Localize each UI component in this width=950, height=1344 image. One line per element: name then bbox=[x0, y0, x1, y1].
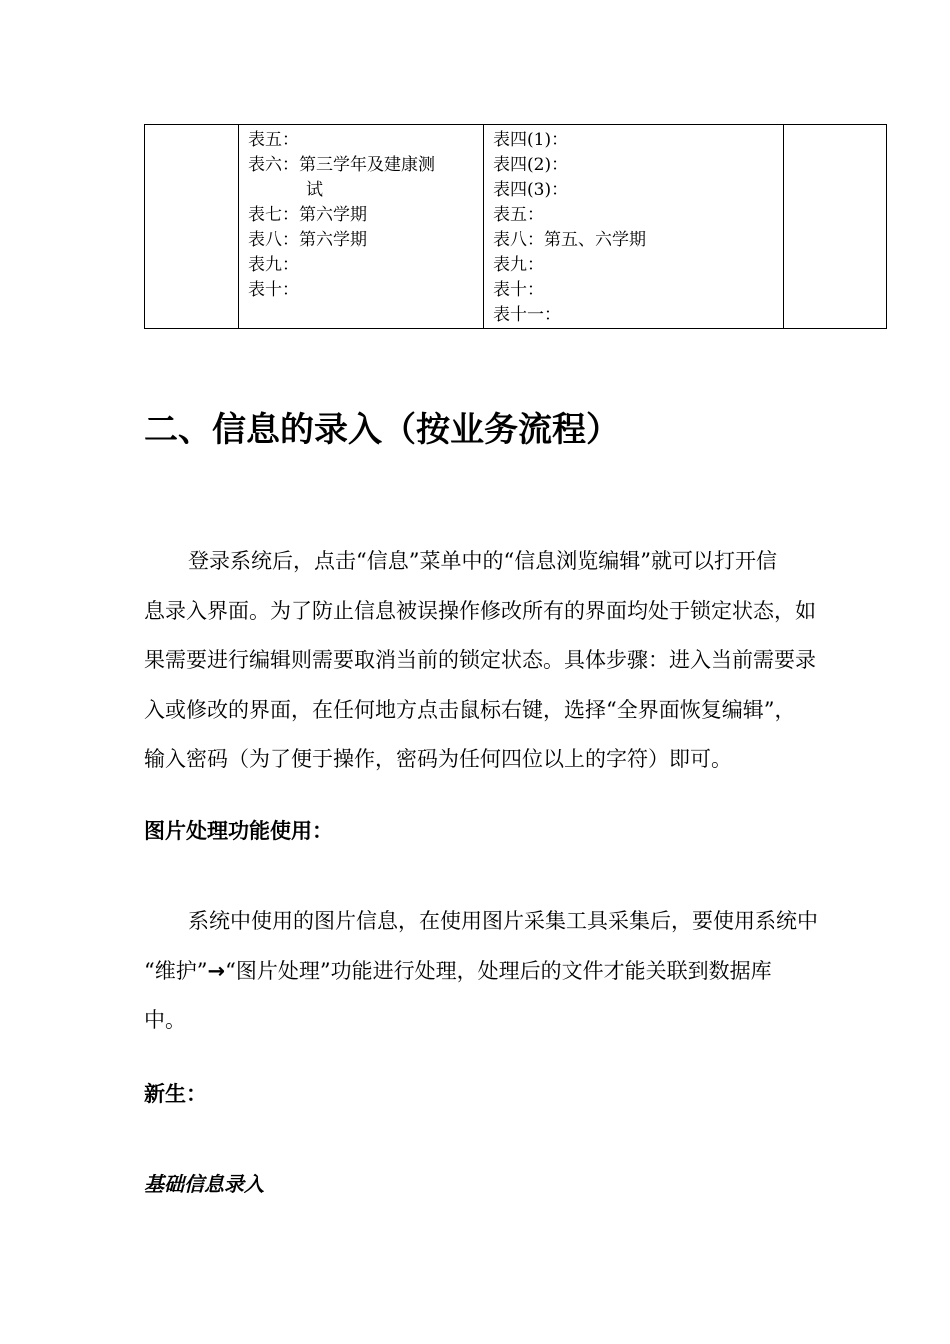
image-processing-heading: 图片处理功能使用： bbox=[144, 819, 333, 843]
menu-maintenance-text: “维护” bbox=[144, 958, 208, 983]
paragraph-line: 入或修改的界面，在任何地方点击鼠标右键，选择“全界面恢复编辑”， bbox=[144, 697, 796, 722]
table-cell-col2 bbox=[239, 125, 484, 329]
table-cell-col3 bbox=[484, 125, 784, 329]
table-row bbox=[145, 125, 887, 329]
table-cell-line: 表九： bbox=[493, 255, 544, 275]
paragraph-line: 果需要进行编辑则需要取消当前的锁定状态。具体步骤：进入当前需要录 bbox=[144, 648, 816, 672]
menu-image-processing-text: “图片处理”功能进行处理，处理后的文件才能关联到数据库 bbox=[225, 958, 772, 983]
image-processing-paragraph bbox=[144, 897, 864, 1046]
table-cell-line: 表九： bbox=[248, 255, 299, 275]
table-cell-line: 表六：第三学年及建康测 bbox=[248, 155, 435, 175]
table-cell-line: 表五： bbox=[493, 205, 544, 225]
table-cell-line: 试 bbox=[306, 180, 323, 200]
paragraph-line bbox=[144, 947, 864, 997]
paragraph-line: 息录入界面。为了防止信息被误操作修改所有的界面均处于锁定状态，如 bbox=[144, 598, 816, 623]
basic-info-subheading: 基础信息录入 bbox=[144, 1172, 264, 1196]
table-cell-line: 表四(1)： bbox=[493, 130, 569, 150]
table-cell-line: 表四(2)： bbox=[493, 155, 569, 175]
table-cell-col4 bbox=[784, 125, 887, 329]
table-cell-line: 表七：第六学期 bbox=[248, 205, 367, 225]
new-student-heading: 新生： bbox=[144, 1082, 207, 1106]
table-cell-line: 表十： bbox=[248, 280, 299, 300]
paragraph-line: 登录系统后，点击“信息”菜单中的“信息浏览编辑”就可以打开信 bbox=[188, 549, 777, 573]
table-cell-line: 表十： bbox=[493, 280, 544, 300]
paragraph-line: 系统中使用的图片信息，在使用图片采集工具采集后，要使用系统中 bbox=[188, 909, 818, 933]
table-cell-line: 表五： bbox=[248, 130, 299, 150]
section-heading: 二、信息的录入（按业务流程） bbox=[144, 410, 620, 450]
table-cell-line: 表八：第五、六学期 bbox=[493, 230, 646, 250]
paragraph-line: 输入密码（为了便于操作，密码为任何四位以上的字符）即可。 bbox=[144, 747, 732, 771]
table-cell-line: 表八：第六学期 bbox=[248, 230, 367, 250]
intro-paragraph bbox=[144, 537, 864, 785]
table-cell-line: 表四(3)： bbox=[493, 180, 569, 200]
arrow-right-icon: → bbox=[207, 958, 226, 983]
requirements-table bbox=[144, 124, 887, 329]
table-cell-col1 bbox=[145, 125, 239, 329]
table-cell-line: 表十一： bbox=[493, 305, 561, 325]
paragraph-line: 中。 bbox=[144, 1008, 186, 1032]
